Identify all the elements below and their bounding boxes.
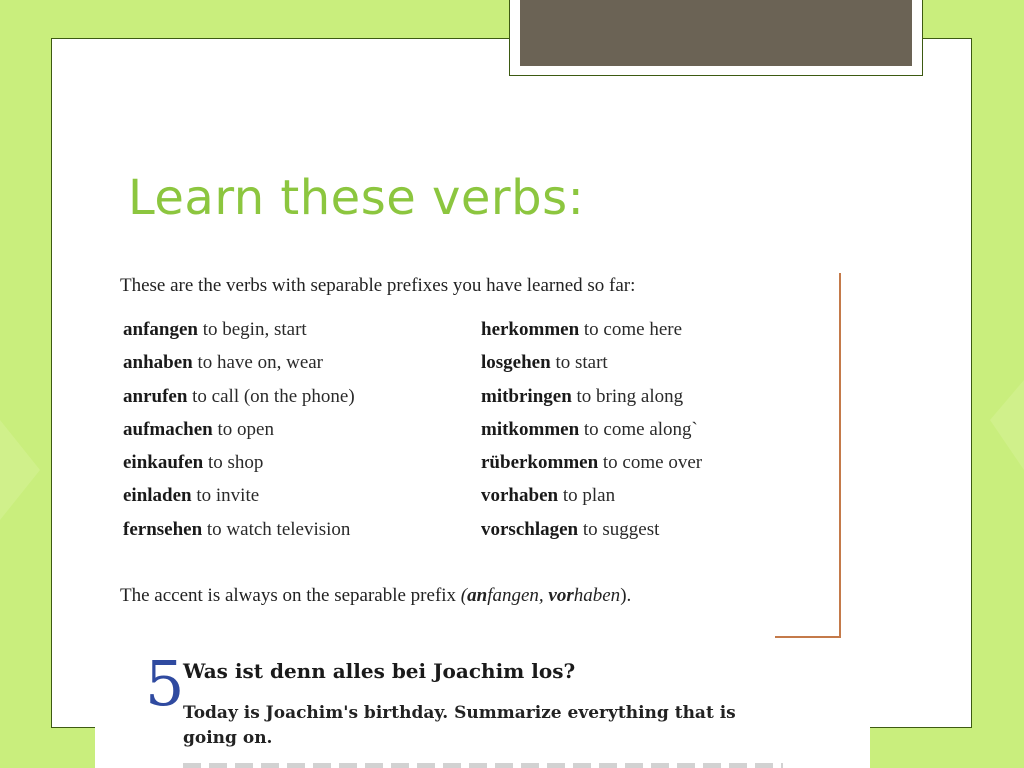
accent-note-text: The accent is always on the separable prefix [120, 585, 461, 606]
textbook-excerpt-image [95, 265, 870, 768]
slide-title: Learn these verbs: [128, 170, 585, 226]
paren-close: ). [620, 585, 632, 606]
title-tab-placeholder [509, 0, 923, 76]
verb-item [123, 485, 355, 518]
verb-word: vorschlagen [481, 518, 579, 540]
verb-meaning: to watch television [202, 518, 351, 540]
verb-item [481, 352, 702, 385]
verb-word: anrufen [123, 385, 188, 407]
verb-meaning: to open [212, 418, 274, 440]
verb-item [123, 519, 355, 552]
margin-bracket-vertical [839, 273, 841, 638]
verb-item [123, 319, 355, 352]
verb-meaning: to begin, start [197, 319, 307, 340]
verb-item [481, 319, 702, 352]
verb-item [481, 519, 702, 552]
verb-word: einkaufen [123, 452, 204, 474]
exercise-instruction: Today is Joachim's birthday. Summarize everything that is going on. [183, 703, 736, 748]
verb-meaning: to start [550, 352, 608, 374]
accent-examples [461, 585, 620, 606]
verb-item [123, 352, 355, 385]
example-rest: fangen, [487, 585, 549, 606]
example-rest: haben [573, 585, 621, 606]
verb-meaning: to have on, wear [192, 352, 324, 374]
verb-word: einladen [123, 485, 192, 507]
verb-word: anhaben [123, 352, 193, 374]
verb-word: anfangen [123, 319, 198, 340]
stressed-prefix: vor [548, 585, 574, 606]
verb-word: rüberkommen [481, 452, 599, 474]
verb-item [481, 452, 702, 485]
verb-item [481, 386, 702, 419]
accent-note [120, 585, 631, 607]
title-tab-fill [520, 0, 912, 66]
verb-item [123, 452, 355, 485]
verb-meaning: to call (on the phone) [187, 385, 355, 407]
verb-meaning: to come over [598, 452, 703, 474]
paren-open: ( [460, 585, 468, 606]
verb-meaning: to invite [191, 485, 260, 507]
verb-meaning: to come along` [579, 418, 698, 440]
verb-word: fernsehen [123, 518, 203, 540]
verb-meaning: to plan [558, 485, 616, 507]
verb-meaning: to suggest [578, 518, 660, 540]
exercise-number: 5 [145, 647, 185, 720]
verb-item [481, 419, 702, 452]
margin-bracket-horizontal [775, 636, 841, 638]
verb-word: losgehen [481, 352, 551, 374]
verb-meaning: to bring along [571, 385, 684, 407]
verb-meaning: to come here [579, 319, 683, 340]
intro-text: These are the verbs with separable prefixes you have learned so far: [120, 275, 636, 296]
verb-word: mitbringen [481, 385, 572, 407]
verb-list-right [481, 319, 702, 552]
verb-word: mitkommen [481, 418, 580, 440]
verb-word: aufmachen [123, 418, 213, 440]
verb-meaning: to shop [203, 452, 264, 474]
verb-item [123, 386, 355, 419]
stressed-prefix: an [467, 585, 488, 606]
verb-item [481, 485, 702, 518]
exercise-title: Was ist denn alles bei Joachim los? [183, 659, 576, 683]
verb-item [123, 419, 355, 452]
verb-word: herkommen [481, 319, 580, 340]
verb-word: vorhaben [481, 485, 559, 507]
verb-list-left [123, 319, 355, 552]
cropped-text-remnant [183, 763, 783, 768]
